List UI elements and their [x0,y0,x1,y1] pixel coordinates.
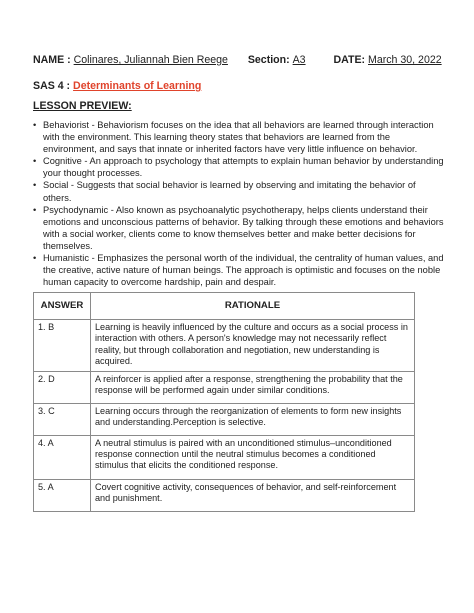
table-row [34,371,415,403]
name-label: NAME : [33,54,71,66]
table-header-row [34,293,415,320]
section-value: A3 [292,54,306,66]
answer-cell: 3. C [34,403,91,435]
lesson-preview-heading: LESSON PREVIEW: [33,100,132,112]
table-row [34,435,415,479]
list-item: • Psychodynamic - Also known as psychoanalytic psychotherapy, helps clients understand their emotions and unconscious patterns of behavior. By talking through these emotions and behaviors with a social worker, clients come to know themselves better and make better decisions for themselves. [33,204,444,251]
answer-column-header: ANSWER [34,293,91,320]
date-label: DATE: [333,54,366,66]
sas-label: SAS 4 : [33,80,71,92]
table-row [34,320,415,372]
rationale-cell: A reinforcer is applied after a response, strengthening the probability that the response will be performed again under similar conditions. [91,371,415,403]
bullet-icon: • [33,120,37,130]
answer-cell: 5. A [34,479,91,511]
list-item: • Humanistic - Emphasizes the personal worth of the individual, the centrality of human values, and the creative, active nature of human beings. The approach is optimistic and focuses on the noble human capacity to overcome hardship, pain and despair. [33,253,444,288]
sas-topic: Determinants of Learning [73,80,202,92]
sas-title [33,80,201,92]
bullet-icon: • [33,156,37,167]
list-item: • Social - Suggests that social behavior is learned by observing and imitating the behavior of others. [33,180,416,203]
list-item: • Behaviorist - Behaviorism focuses on the idea that all behaviors are learned through interaction with the environment. This learning theory states that behaviors are learned from the environment, and says that innate or inherited factors have very little influence on behavior. [33,120,434,155]
table-row [34,403,415,435]
rationale-cell: A neutral stimulus is paired with an unconditioned stimulus–unconditioned response connection until the neutral stimulus becomes a conditioned stimulus that elicits the conditioned response. [91,435,415,479]
bullet-icon: • [33,180,37,191]
section-label: Section: [247,54,290,66]
list-item: • Cognitive - An approach to psychology that attempts to explain human behavior by understanding your thought processes. [33,156,444,179]
student-name: Colinares, Juliannah Bien Reege [73,54,228,66]
answer-cell: 4. A [34,435,91,479]
rationale-cell: Covert cognitive activity, consequences of behavior, and self-reinforcement and punishment. [91,479,415,511]
answer-cell: 1. B [34,320,91,372]
answer-cell: 2. D [34,371,91,403]
table-row [34,479,415,511]
rationale-column-header: RATIONALE [91,293,415,320]
lesson-preview-list [33,119,445,288]
rationale-cell: Learning occurs through the reorganization of elements to form new insights and understanding.Perception is selective. [91,403,415,435]
date-value: March 30, 2022 [368,54,442,66]
rationale-cell: Learning is heavily influenced by the culture and occurs as a social process in interaction with others. A person's knowledge may not necessarily reflect reality, but through collaboration and negotiation, new understanding is acquired. [91,320,415,372]
answer-rationale-table [33,292,415,512]
bullet-icon: • [33,204,37,215]
student-info-line [33,54,453,66]
bullet-icon: • [33,253,37,264]
